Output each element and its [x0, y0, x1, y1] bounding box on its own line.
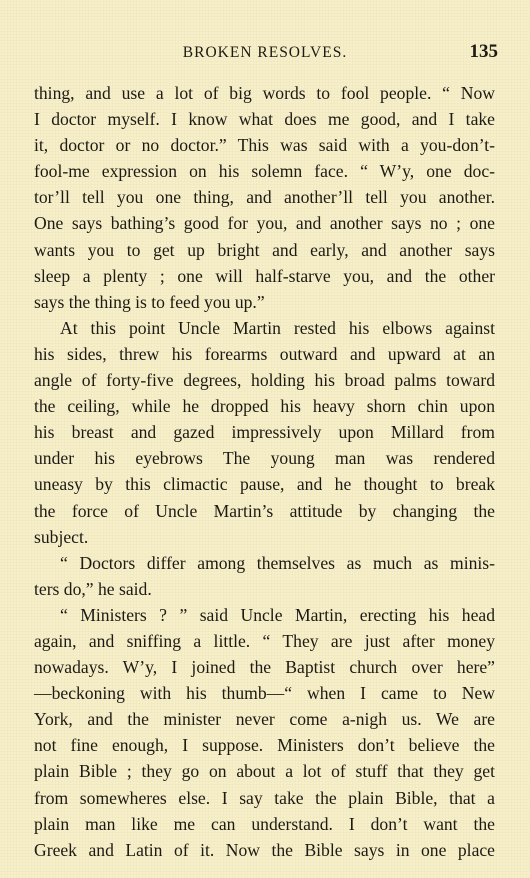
- text-line: the ceiling, while he dropped his heavy shorn chin upon: [34, 396, 495, 417]
- text-line: the force of Uncle Martin’s attitude by changing the: [34, 500, 495, 521]
- text-line: from somewheres else. I say take the plain Bible, that a: [34, 787, 495, 808]
- text-line: plain Bible ; they go on about a lot of stuff that they get: [34, 761, 495, 782]
- body-text: [34, 80, 495, 863]
- text-line: subject.: [34, 526, 89, 547]
- text-line: again, and sniffing a little. “ They are just after money: [34, 630, 495, 651]
- text-line: not fine enough, I suppose. Ministers don’t believe the: [34, 735, 495, 756]
- text-line: “ Doctors differ among themselves as much as minis-: [60, 552, 495, 573]
- text-line: under his eyebrows The young man was rendered: [34, 448, 495, 469]
- text-line: “ Ministers ? ” said Uncle Martin, erecting his head: [60, 604, 495, 625]
- text-line: I doctor myself. I know what does me good, and I take: [34, 109, 495, 130]
- text-line: his sides, threw his forearms outward and upward at an: [34, 343, 495, 364]
- page-number: 135: [469, 41, 498, 62]
- text-line: wants you to get up bright and early, and another says: [34, 239, 495, 260]
- text-line: One says bathing’s good for you, and another says no ; one: [34, 213, 495, 234]
- text-line: Greek and Latin of it. Now the Bible says in one place: [34, 839, 495, 860]
- text-line: fool-me expression on his solemn face. “ W’y, one doc-: [34, 161, 495, 182]
- text-line: his breast and gazed impressively upon Millard from: [34, 422, 495, 443]
- text-line: says the thing is to feed you up.”: [34, 291, 265, 312]
- text-line: angle of forty-five degrees, holding his broad palms toward: [34, 370, 495, 391]
- text-line: plain man like me can understand. I don’t want the: [34, 813, 495, 834]
- page-header: [32, 40, 498, 68]
- text-line: uneasy by this climactic pause, and he thought to break: [34, 474, 495, 495]
- text-line: ters do,” he said.: [34, 578, 152, 599]
- text-line: —beckoning with his thumb—“ when I came to New: [34, 683, 495, 704]
- running-title: BROKEN RESOLVES.: [182, 44, 348, 61]
- text-line: thing, and use a lot of big words to fool people. “ Now: [34, 83, 495, 103]
- text-line: it, doctor or no doctor.” This was said with a you-don’t-: [34, 135, 495, 156]
- text-line: At this point Uncle Martin rested his elbows against: [60, 317, 495, 338]
- text-line: nowadays. W’y, I joined the Baptist church over here”: [34, 657, 495, 678]
- text-line: York, and the minister never come a-nigh us. We are: [34, 709, 495, 730]
- text-line: sleep a plenty ; one will half-starve you, and the other: [34, 265, 495, 286]
- text-line: tor’ll tell you one thing, and another’ll tell you another.: [34, 187, 495, 208]
